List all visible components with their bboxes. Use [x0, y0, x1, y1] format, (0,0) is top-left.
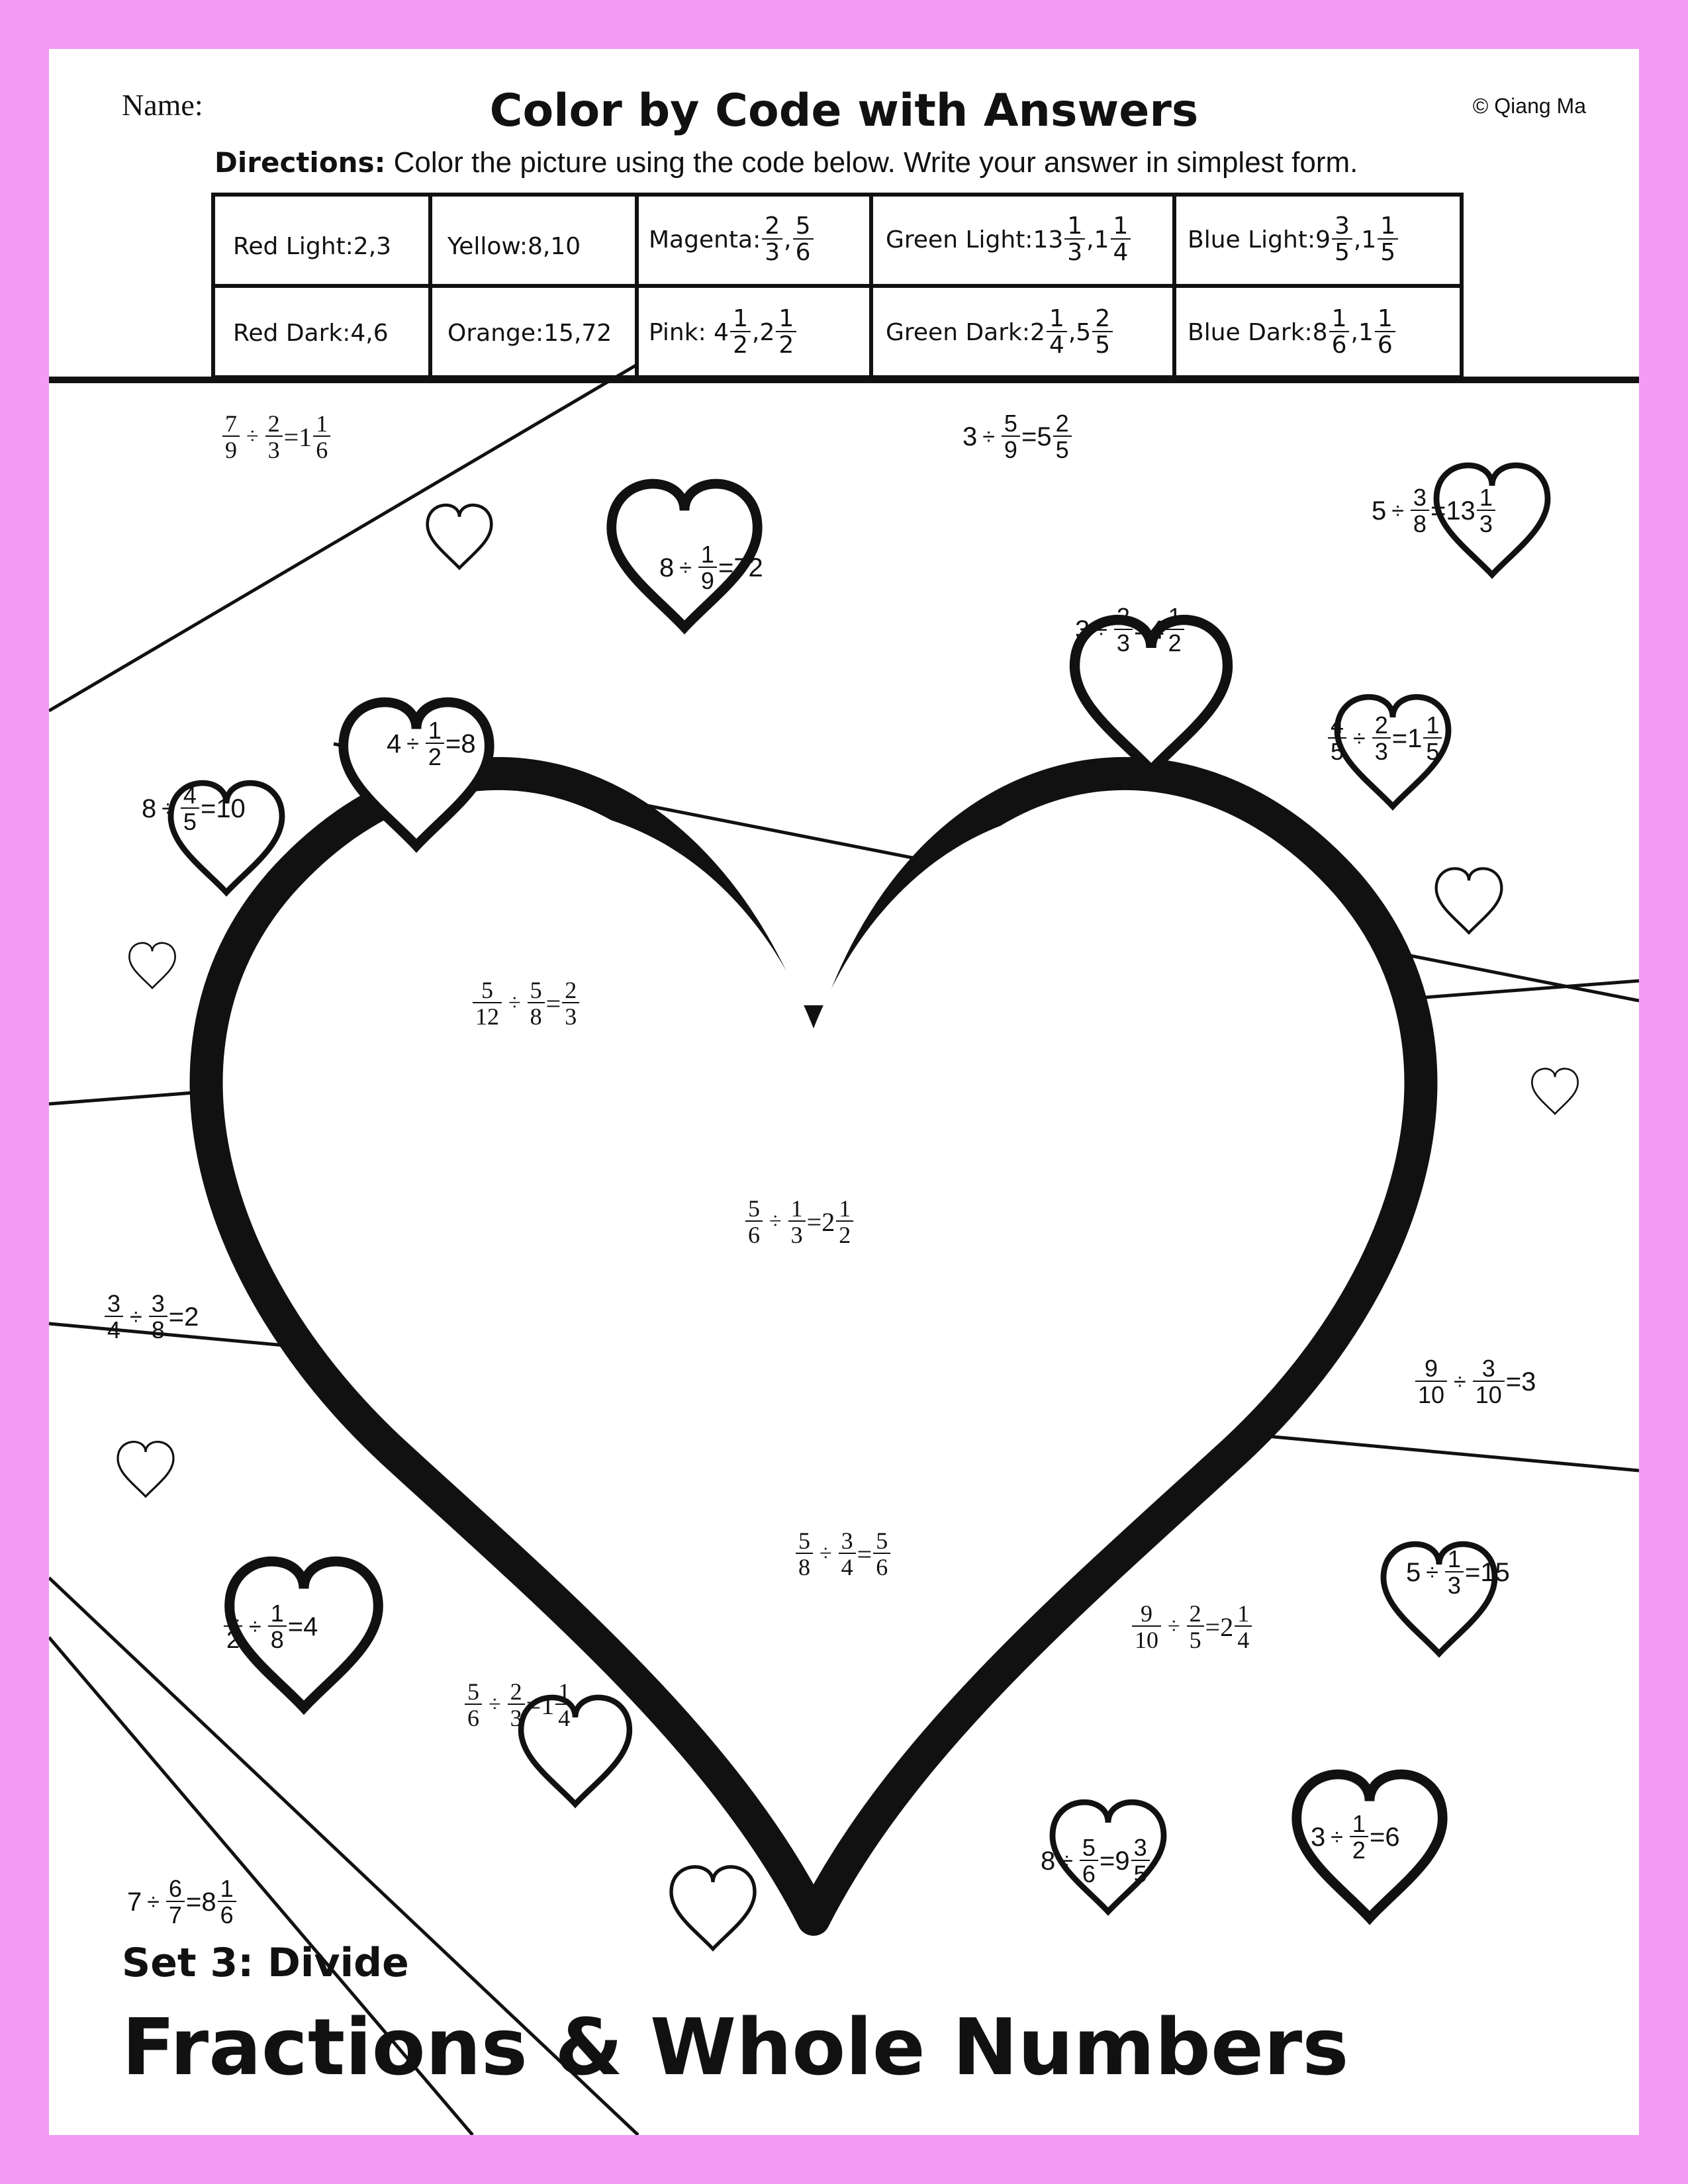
fraction-denominator: 9	[1002, 435, 1020, 462]
fraction-denominator: 6	[1080, 1860, 1098, 1886]
fraction-denominator: 2	[776, 331, 796, 357]
fraction-numerator: 3	[1481, 1355, 1495, 1382]
fraction-numerator: 7	[225, 410, 237, 437]
fraction-numerator: 1	[270, 1600, 284, 1627]
equation-part: =9	[1099, 1846, 1130, 1876]
fraction-numerator: 1	[1377, 305, 1393, 332]
fraction-denominator: 9	[222, 435, 240, 462]
fraction-denominator: 7	[166, 1901, 185, 1927]
divider-line	[49, 364, 638, 711]
equation-part: =2	[1205, 1612, 1234, 1642]
divide-operator: ÷	[246, 424, 259, 449]
fraction-denominator: 6	[218, 1901, 236, 1927]
problem-4	[1372, 486, 1497, 536]
equation-part: Blue Light:	[1188, 226, 1316, 253]
heart-shape	[428, 505, 492, 568]
equation-part: =2	[168, 1302, 199, 1332]
fraction-denominator: 2	[1350, 1836, 1368, 1862]
fraction-denominator: 8	[796, 1553, 813, 1579]
fraction-numerator: 1	[1049, 305, 1064, 332]
fraction-numerator: 1	[1352, 1810, 1366, 1837]
equation-part: =2	[806, 1206, 835, 1237]
fraction-numerator: 3	[841, 1527, 853, 1554]
equation-part: 8	[142, 794, 157, 823]
equation-part: =1	[526, 1690, 555, 1720]
fraction-denominator: 10	[1415, 1381, 1447, 1407]
problem-9	[471, 978, 581, 1028]
fraction-numerator: 4	[183, 782, 197, 809]
fraction-numerator: 3	[1334, 212, 1350, 240]
fraction-denominator: 5	[1378, 238, 1398, 265]
big-heart-inner	[263, 808, 1364, 1862]
problem-7	[1327, 713, 1443, 764]
fraction-denominator: 4	[1235, 1625, 1252, 1652]
divide-operator: ÷	[1168, 1614, 1180, 1639]
fraction-denominator: 3	[508, 1704, 525, 1730]
fraction-numerator: 3	[1413, 484, 1427, 511]
equation-part: Blue Dark:	[1188, 318, 1313, 346]
equation-part: ,	[784, 226, 792, 253]
fraction-denominator: 6	[793, 238, 814, 265]
fraction-numerator: 2	[267, 410, 280, 437]
equation-part: 4	[714, 318, 729, 346]
fraction-denominator: 8	[528, 1002, 545, 1028]
directions	[214, 148, 1358, 177]
divide-operator: ÷	[508, 991, 521, 1015]
divide-operator: ÷	[1391, 498, 1404, 523]
fraction-numerator: 2	[1095, 305, 1111, 332]
fraction-numerator: 3	[151, 1290, 165, 1317]
heart-shape	[129, 943, 175, 988]
worksheet-page	[49, 49, 1639, 2135]
heart-shape	[1436, 868, 1502, 933]
fraction-denominator: 3	[762, 238, 782, 265]
code-orange: Orange:15,72	[447, 319, 612, 347]
fraction-numerator: 2	[1116, 603, 1130, 630]
equation-part: 1	[1358, 318, 1374, 346]
fraction-denominator: 3	[788, 1220, 806, 1247]
fraction-numerator: 1	[839, 1195, 851, 1222]
fraction-denominator: 8	[1411, 510, 1429, 536]
fraction-numerator: 5	[748, 1195, 760, 1222]
code-magenta	[649, 200, 815, 279]
fraction-numerator: 5	[876, 1527, 888, 1554]
fraction-denominator: 3	[1445, 1571, 1464, 1598]
fraction-denominator: 4	[839, 1553, 856, 1579]
fraction-denominator: 2	[426, 743, 444, 769]
fraction-numerator: 3	[107, 1290, 121, 1317]
fraction-numerator: 2	[1055, 410, 1069, 437]
fraction-denominator: 6	[465, 1704, 482, 1730]
fraction-numerator: 4	[1331, 711, 1344, 739]
divide-operator: ÷	[1331, 1824, 1343, 1850]
equation-part: 5	[1372, 496, 1387, 525]
directions-text: Color the picture using the code below. Write your answer in simplest form.	[385, 146, 1358, 179]
problem-19	[1041, 1836, 1151, 1886]
code-green-dark	[886, 291, 1114, 373]
equation-part: =10	[200, 794, 246, 823]
problem-8	[142, 784, 246, 834]
fraction-numerator: 1	[316, 410, 328, 437]
fraction-denominator: 10	[1132, 1625, 1161, 1652]
divide-operator: ÷	[147, 1889, 160, 1915]
problem-18	[1311, 1812, 1400, 1862]
fraction-denominator: 8	[149, 1316, 167, 1342]
fraction-numerator: 1	[1447, 1545, 1461, 1572]
equation-part: ,	[1353, 226, 1362, 253]
fraction-denominator: 4	[1111, 238, 1131, 265]
fraction-numerator: 1	[1237, 1600, 1250, 1627]
fraction-denominator: 5	[1423, 737, 1442, 764]
divide-operator: ÷	[679, 555, 692, 580]
equation-part: 8	[1041, 1846, 1056, 1876]
fraction-numerator: 5	[530, 977, 542, 1003]
equation-part: 3	[962, 422, 978, 451]
equation-part: =3	[1505, 1367, 1536, 1396]
code-yellow: Yellow:8,10	[447, 232, 581, 260]
fraction-denominator: 5	[1332, 238, 1352, 265]
fraction-numerator: 5	[467, 1678, 479, 1705]
fraction-denominator: 4	[555, 1704, 573, 1730]
fraction-denominator: 6	[1329, 331, 1350, 357]
equation-part: =4	[1133, 615, 1164, 645]
equation-part: 2	[759, 318, 775, 346]
equation-part: =5	[1021, 422, 1052, 451]
equation-part: =8	[445, 729, 476, 758]
equation-part: 4	[387, 729, 402, 758]
problem-17	[463, 1680, 574, 1730]
directions-heading: Directions:	[214, 146, 386, 179]
equation-part: 9	[1315, 226, 1331, 253]
equation-part: 2	[1030, 318, 1045, 346]
equation-part: 5	[1406, 1557, 1421, 1587]
fraction-numerator: 1	[226, 1600, 240, 1627]
problem-14	[794, 1529, 892, 1579]
problem-2	[659, 543, 763, 593]
fraction-denominator: 6	[745, 1220, 763, 1247]
fraction-denominator: 6	[1375, 331, 1395, 357]
equation-part: =	[857, 1539, 872, 1569]
heart-shape	[118, 1442, 173, 1497]
fraction-numerator: 2	[510, 1678, 522, 1705]
fraction-denominator: 9	[698, 567, 717, 593]
fraction-denominator: 5	[181, 807, 199, 834]
divide-operator: ÷	[1454, 1369, 1466, 1394]
problem-20	[127, 1877, 238, 1927]
fraction-denominator: 12	[473, 1002, 502, 1028]
fraction-denominator: 5	[1053, 435, 1072, 462]
fraction-numerator: 1	[558, 1678, 571, 1705]
fraction-numerator: 1	[428, 717, 442, 744]
equation-part: =15	[1464, 1557, 1510, 1587]
equation-part: 1	[1094, 226, 1109, 253]
worksheet-title: Color by Code with Answers	[489, 85, 1199, 137]
fraction-denominator: 3	[562, 1002, 579, 1028]
equation-part: =13	[1430, 496, 1476, 525]
equation-part: ,	[751, 318, 760, 346]
fraction-denominator: 6	[873, 1553, 890, 1579]
code-blue-dark	[1188, 291, 1397, 373]
fraction-numerator: 1	[1067, 212, 1083, 240]
equation-part: =8	[185, 1887, 216, 1917]
divide-operator: ÷	[1353, 725, 1366, 751]
copyright-notice: © Qiang Ma	[1472, 94, 1586, 118]
fraction-numerator: 1	[733, 305, 748, 332]
divide-operator: ÷	[1095, 617, 1107, 643]
fraction-numerator: 1	[1168, 603, 1182, 630]
problem-15	[222, 1602, 318, 1652]
fraction-denominator: 3	[1114, 629, 1133, 655]
equation-part: =1	[283, 422, 312, 452]
fraction-numerator: 2	[1189, 1600, 1201, 1627]
problem-12	[1414, 1357, 1536, 1407]
equation-part: =4	[287, 1612, 318, 1641]
fraction-denominator: 2	[836, 1220, 853, 1247]
equation-part: =6	[1369, 1822, 1400, 1852]
fraction-numerator: 5	[795, 212, 811, 240]
divide-operator: ÷	[1060, 1848, 1073, 1874]
code-blue-light	[1188, 200, 1399, 279]
fraction-numerator: 1	[220, 1875, 234, 1902]
fraction-numerator: 1	[1479, 484, 1493, 511]
problem-5	[1075, 605, 1186, 655]
fraction-denominator: 4	[1047, 331, 1067, 357]
fraction-denominator: 8	[268, 1625, 287, 1652]
problem-16	[1131, 1602, 1253, 1652]
fraction-numerator: 1	[1331, 305, 1347, 332]
fraction-numerator: 1	[1380, 212, 1396, 240]
fraction-numerator: 6	[168, 1875, 182, 1902]
divide-operator: ÷	[820, 1541, 832, 1566]
fraction-denominator: 3	[265, 435, 283, 462]
fraction-denominator: 2	[730, 331, 751, 357]
divide-operator: ÷	[982, 424, 995, 449]
fraction-numerator: 1	[1426, 711, 1440, 739]
fraction-denominator: 3	[1477, 510, 1495, 536]
fraction-numerator: 1	[1113, 212, 1129, 240]
fraction-denominator: 2	[224, 1625, 242, 1652]
divide-operator: ÷	[162, 796, 174, 821]
fraction-numerator: 9	[1425, 1355, 1438, 1382]
equation-part: Green Dark:	[886, 318, 1031, 346]
problem-13	[1406, 1547, 1510, 1598]
fraction-numerator: 1	[778, 305, 794, 332]
equation-part: Magenta:	[649, 226, 761, 253]
fraction-numerator: 5	[798, 1527, 810, 1554]
fraction-denominator: 5	[1187, 1625, 1204, 1652]
code-pink	[649, 291, 798, 373]
equation-part: =1	[1391, 723, 1423, 753]
equation-part: ,	[1068, 318, 1076, 346]
fraction-denominator: 2	[1166, 629, 1184, 655]
equation-part: =72	[718, 553, 763, 582]
fraction-numerator: 1	[700, 541, 714, 568]
divide-operator: ÷	[249, 1614, 261, 1639]
problem-6	[387, 719, 476, 769]
divide-operator: ÷	[1426, 1559, 1438, 1585]
divide-operator: ÷	[769, 1209, 782, 1234]
equation-part: 3	[1075, 615, 1090, 645]
fraction-numerator: 5	[1004, 410, 1017, 437]
divide-operator: ÷	[130, 1304, 142, 1330]
code-red-dark: Red Dark:4,6	[233, 319, 389, 347]
equation-part: 8	[659, 553, 675, 582]
fraction-denominator: 5	[1092, 331, 1113, 357]
equation-part: 7	[127, 1887, 142, 1917]
problem-11	[103, 1292, 199, 1342]
equation-part: ,	[1086, 226, 1094, 253]
equation-part: Pink:	[649, 318, 706, 346]
fraction-numerator: 5	[1082, 1834, 1096, 1861]
equation-part: 5	[1076, 318, 1092, 346]
fraction-numerator: 1	[790, 1195, 803, 1222]
fraction-numerator: 2	[1374, 711, 1388, 739]
fraction-numerator: 2	[765, 212, 780, 240]
heart-shape	[1532, 1069, 1577, 1114]
code-green-light	[886, 200, 1132, 279]
fraction-denominator: 3	[1064, 238, 1085, 265]
fraction-denominator: 5	[1328, 737, 1346, 764]
equation-part: =	[545, 988, 561, 1019]
equation-part: 3	[1311, 1822, 1326, 1852]
name-label: Name:	[122, 88, 203, 122]
set-label: Set 3: Divide	[122, 1940, 409, 1986]
fraction-denominator: 6	[313, 435, 330, 462]
fraction-denominator: 10	[1473, 1381, 1505, 1407]
fraction-numerator: 9	[1141, 1600, 1152, 1627]
topic-title: Fractions & Whole Numbers	[122, 2001, 1349, 2093]
fraction-denominator: 3	[1372, 737, 1391, 764]
equation-part: ,	[1350, 318, 1358, 346]
divide-operator: ÷	[406, 731, 419, 756]
heart-shape	[671, 1867, 755, 1949]
fraction-denominator: 4	[105, 1316, 123, 1342]
code-red-light: Red Light:2,3	[233, 232, 392, 260]
equation-part: Green Light:	[886, 226, 1033, 253]
problem-10	[744, 1197, 855, 1247]
equation-part: 1	[1361, 226, 1377, 253]
problem-1	[221, 412, 332, 462]
problem-3	[962, 412, 1073, 462]
fraction-numerator: 3	[1133, 1834, 1147, 1861]
fraction-numerator: 2	[565, 977, 577, 1003]
divide-operator: ÷	[489, 1692, 501, 1717]
equation-part: 8	[1312, 318, 1328, 346]
equation-part: 13	[1033, 226, 1064, 253]
fraction-denominator: 5	[1131, 1860, 1150, 1886]
fraction-numerator: 5	[481, 977, 493, 1003]
